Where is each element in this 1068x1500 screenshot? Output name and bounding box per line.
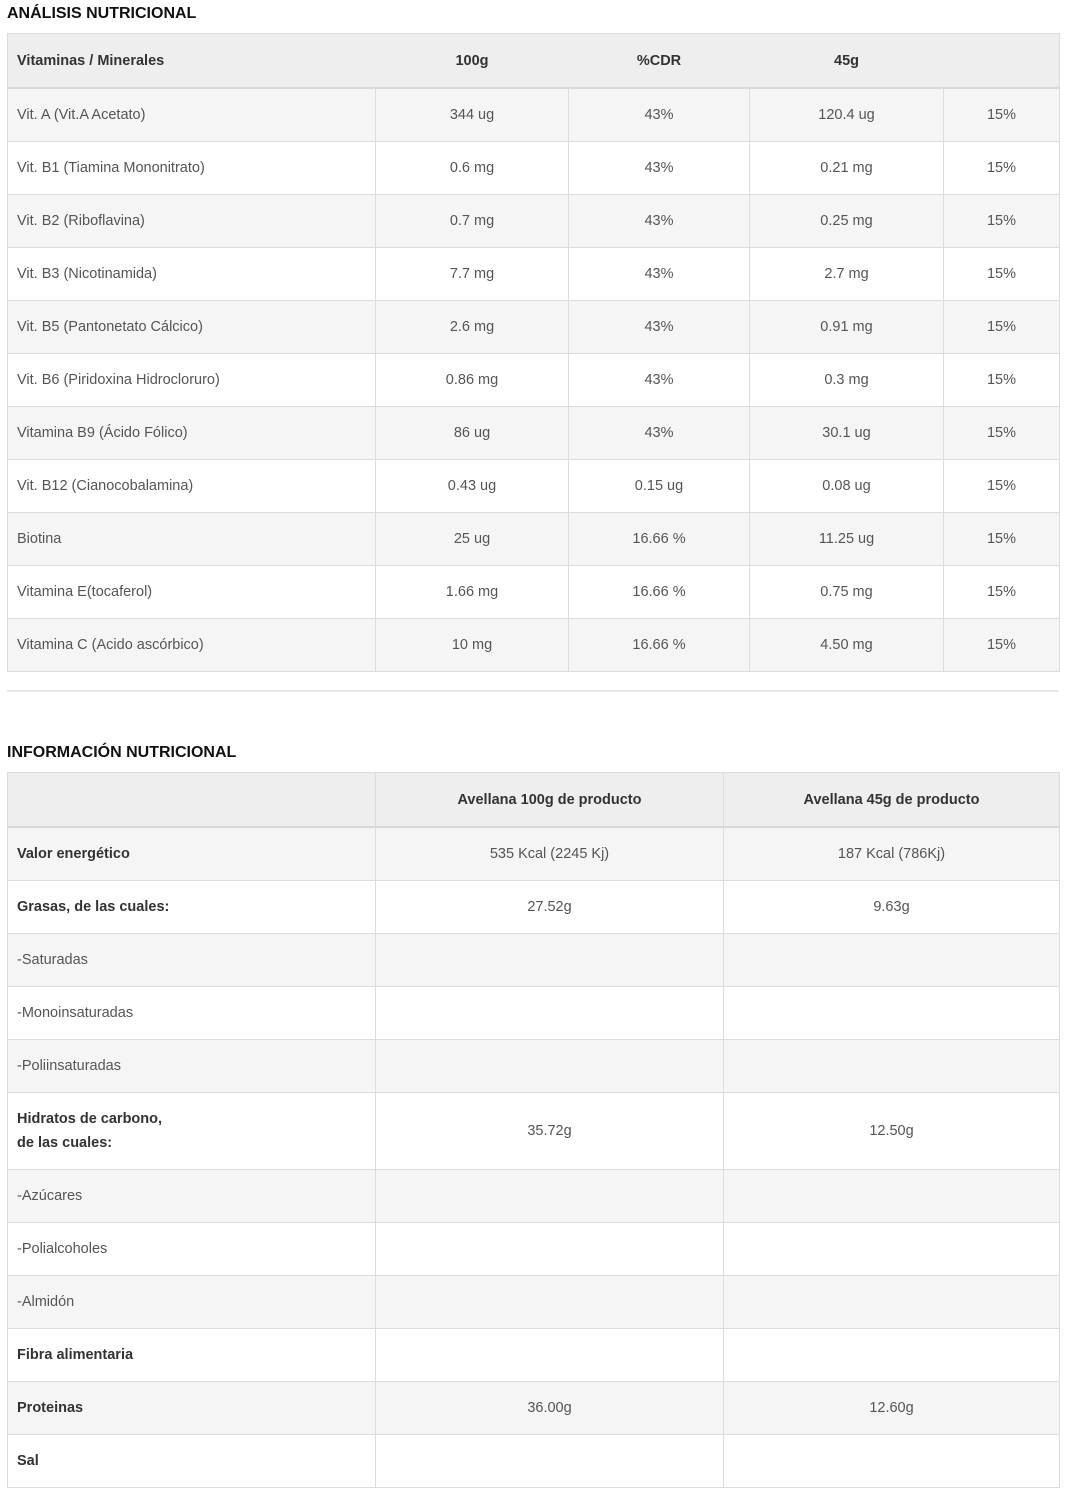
- avellana-45g-cell: [724, 987, 1060, 1040]
- valor-45g-cell: 30.1 ug: [750, 407, 944, 460]
- valor-100g-cell: 0.86 mg: [376, 354, 569, 407]
- avellana-45g-cell: [724, 1276, 1060, 1329]
- nutriente-cell: Vit. B2 (Riboflavina): [8, 195, 376, 248]
- cdr-45g-cell: 15%: [944, 354, 1060, 407]
- avellana-100g-cell: 36.00g: [376, 1382, 724, 1435]
- valor-100g-cell: 0.7 mg: [376, 195, 569, 248]
- avellana-100g-cell: 535 Kcal (2245 Kj): [376, 827, 724, 881]
- nutriente-cell: Vit. B1 (Tiamina Mononitrato): [8, 142, 376, 195]
- nutriente-label-cell: [8, 1329, 376, 1382]
- nutriente-cell: Vitamina C (Acido ascórbico): [8, 619, 376, 672]
- header-cdr-45g: [944, 34, 1060, 89]
- valor-45g-cell: 2.7 mg: [750, 248, 944, 301]
- valor-100g-cell: 1.66 mg: [376, 566, 569, 619]
- table-row: [8, 88, 1060, 142]
- table-row: [8, 827, 1060, 881]
- analisis-header-row: [8, 34, 1060, 89]
- valor-45g-cell: 0.21 mg: [750, 142, 944, 195]
- nutriente-label-cell: [8, 1276, 376, 1329]
- avellana-100g-cell: [376, 1329, 724, 1382]
- nutriente-label-cell: [8, 1040, 376, 1093]
- cdr-cell: 43%: [569, 88, 750, 142]
- nutriente-label-line2: de las cuales:: [17, 1135, 113, 1151]
- avellana-45g-cell: 9.63g: [724, 881, 1060, 934]
- table-row: [8, 1040, 1060, 1093]
- table-row: [8, 1170, 1060, 1223]
- cdr-cell: 16.66 %: [569, 566, 750, 619]
- nutriente-label-cell: [8, 934, 376, 987]
- header-100g: 100g: [376, 34, 569, 89]
- cdr-cell: 43%: [569, 248, 750, 301]
- nutriente-label-cell: [8, 987, 376, 1040]
- table-row: [8, 460, 1060, 513]
- avellana-100g-cell: [376, 934, 724, 987]
- cdr-45g-cell: 15%: [944, 513, 1060, 566]
- cdr-45g-cell: 15%: [944, 407, 1060, 460]
- nutriente-cell: Vit. B6 (Piridoxina Hidrocloruro): [8, 354, 376, 407]
- table-row: [8, 1382, 1060, 1435]
- valor-45g-cell: 4.50 mg: [750, 619, 944, 672]
- cdr-cell: 43%: [569, 354, 750, 407]
- nutriente-label: Grasas, de las cuales:: [17, 899, 170, 915]
- avellana-45g-cell: 12.60g: [724, 1382, 1060, 1435]
- nutriente-cell: Vit. A (Vit.A Acetato): [8, 88, 376, 142]
- avellana-45g-cell: [724, 1170, 1060, 1223]
- nutriente-cell: Vitamina E(tocaferol): [8, 566, 376, 619]
- header-45g: 45g: [750, 34, 944, 89]
- avellana-45g-cell: [724, 1223, 1060, 1276]
- table-row: [8, 513, 1060, 566]
- nutriente-label: Fibra alimentaria: [17, 1347, 134, 1363]
- nutriente-label: Hidratos de carbono,: [17, 1111, 163, 1127]
- nutriente-label: -Poliinsaturadas: [17, 1058, 121, 1074]
- table-row: [8, 1093, 1060, 1170]
- avellana-45g-cell: 187 Kcal (786Kj): [724, 827, 1060, 881]
- cdr-cell: 43%: [569, 195, 750, 248]
- table-row: [8, 301, 1060, 354]
- nutriente-cell: Vitamina B9 (Ácido Fólico): [8, 407, 376, 460]
- valor-100g-cell: 2.6 mg: [376, 301, 569, 354]
- nutriente-label-cell: [8, 1170, 376, 1223]
- avellana-45g-cell: [724, 1435, 1060, 1488]
- header-cdr: %CDR: [569, 34, 750, 89]
- avellana-45g-cell: 12.50g: [724, 1093, 1060, 1170]
- table-row: [8, 1223, 1060, 1276]
- avellana-45g-cell: [724, 1040, 1060, 1093]
- valor-45g-cell: 0.75 mg: [750, 566, 944, 619]
- nutriente-label-cell: [8, 881, 376, 934]
- table-row: [8, 354, 1060, 407]
- analisis-title: ANÁLISIS NUTRICIONAL: [7, 5, 197, 22]
- informacion-title: INFORMACIÓN NUTRICIONAL: [7, 744, 237, 761]
- cdr-cell: 16.66 %: [569, 513, 750, 566]
- nutriente-label: -Monoinsaturadas: [17, 1005, 134, 1021]
- cdr-cell: 43%: [569, 142, 750, 195]
- nutriente-cell: Vit. B12 (Cianocobalamina): [8, 460, 376, 513]
- avellana-45g-cell: [724, 934, 1060, 987]
- avellana-100g-cell: [376, 1170, 724, 1223]
- valor-45g-cell: 0.91 mg: [750, 301, 944, 354]
- avellana-100g-cell: [376, 1223, 724, 1276]
- cdr-45g-cell: 15%: [944, 301, 1060, 354]
- valor-45g-cell: 120.4 ug: [750, 88, 944, 142]
- table-row: [8, 407, 1060, 460]
- table-row: [8, 248, 1060, 301]
- nutriente-cell: Vit. B3 (Nicotinamida): [8, 248, 376, 301]
- table-row: [8, 566, 1060, 619]
- nutriente-label-cell: [8, 827, 376, 881]
- nutriente-cell: Vit. B5 (Pantonetato Cálcico): [8, 301, 376, 354]
- cdr-45g-cell: 15%: [944, 460, 1060, 513]
- analisis-table: [7, 33, 1060, 672]
- cdr-cell: 43%: [569, 301, 750, 354]
- header-avellana-100g: Avellana 100g de producto: [376, 773, 724, 828]
- table-row: [8, 619, 1060, 672]
- table-row: [8, 195, 1060, 248]
- avellana-100g-cell: [376, 1435, 724, 1488]
- table-row: [8, 987, 1060, 1040]
- valor-45g-cell: 11.25 ug: [750, 513, 944, 566]
- avellana-45g-cell: [724, 1329, 1060, 1382]
- cdr-45g-cell: 15%: [944, 248, 1060, 301]
- nutriente-label: -Almidón: [17, 1294, 75, 1310]
- valor-45g-cell: 0.25 mg: [750, 195, 944, 248]
- valor-100g-cell: 0.6 mg: [376, 142, 569, 195]
- avellana-100g-cell: [376, 987, 724, 1040]
- valor-100g-cell: 0.43 ug: [376, 460, 569, 513]
- nutriente-label: Proteinas: [17, 1400, 84, 1416]
- cdr-cell: 43%: [569, 407, 750, 460]
- nutriente-label: -Azúcares: [17, 1188, 83, 1204]
- nutriente-label-cell: [8, 1435, 376, 1488]
- valor-45g-cell: 0.3 mg: [750, 354, 944, 407]
- nutriente-label: -Polialcoholes: [17, 1241, 108, 1257]
- nutriente-label: Valor energético: [17, 846, 130, 862]
- cdr-cell: 0.15 ug: [569, 460, 750, 513]
- valor-100g-cell: 344 ug: [376, 88, 569, 142]
- cdr-45g-cell: 15%: [944, 566, 1060, 619]
- header-nutriente: [8, 773, 376, 828]
- cdr-45g-cell: 15%: [944, 142, 1060, 195]
- nutriente-label-cell: [8, 1382, 376, 1435]
- avellana-100g-cell: [376, 1040, 724, 1093]
- informacion-table: [7, 772, 1060, 1488]
- table-row: [8, 1435, 1060, 1488]
- cdr-45g-cell: 15%: [944, 88, 1060, 142]
- informacion-header-row: [8, 773, 1060, 828]
- header-avellana-45g: Avellana 45g de producto: [724, 773, 1060, 828]
- table-row: [8, 1276, 1060, 1329]
- table-row: [8, 881, 1060, 934]
- valor-100g-cell: 25 ug: [376, 513, 569, 566]
- nutriente-label-cell: [8, 1093, 376, 1170]
- nutriente-label-cell: [8, 1223, 376, 1276]
- avellana-100g-cell: 27.52g: [376, 881, 724, 934]
- valor-100g-cell: 10 mg: [376, 619, 569, 672]
- valor-100g-cell: 7.7 mg: [376, 248, 569, 301]
- valor-100g-cell: 86 ug: [376, 407, 569, 460]
- cdr-45g-cell: 15%: [944, 619, 1060, 672]
- table-row: [8, 934, 1060, 987]
- avellana-100g-cell: [376, 1276, 724, 1329]
- nutriente-label: -Saturadas: [17, 952, 88, 968]
- nutriente-cell: Biotina: [8, 513, 376, 566]
- table-row: [8, 142, 1060, 195]
- cdr-cell: 16.66 %: [569, 619, 750, 672]
- table-row: [8, 1329, 1060, 1382]
- avellana-100g-cell: 35.72g: [376, 1093, 724, 1170]
- header-vitaminas: Vitaminas / Minerales: [8, 34, 376, 89]
- cdr-45g-cell: 15%: [944, 195, 1060, 248]
- valor-45g-cell: 0.08 ug: [750, 460, 944, 513]
- section-divider: [7, 690, 1059, 692]
- nutriente-label: Sal: [17, 1453, 39, 1469]
